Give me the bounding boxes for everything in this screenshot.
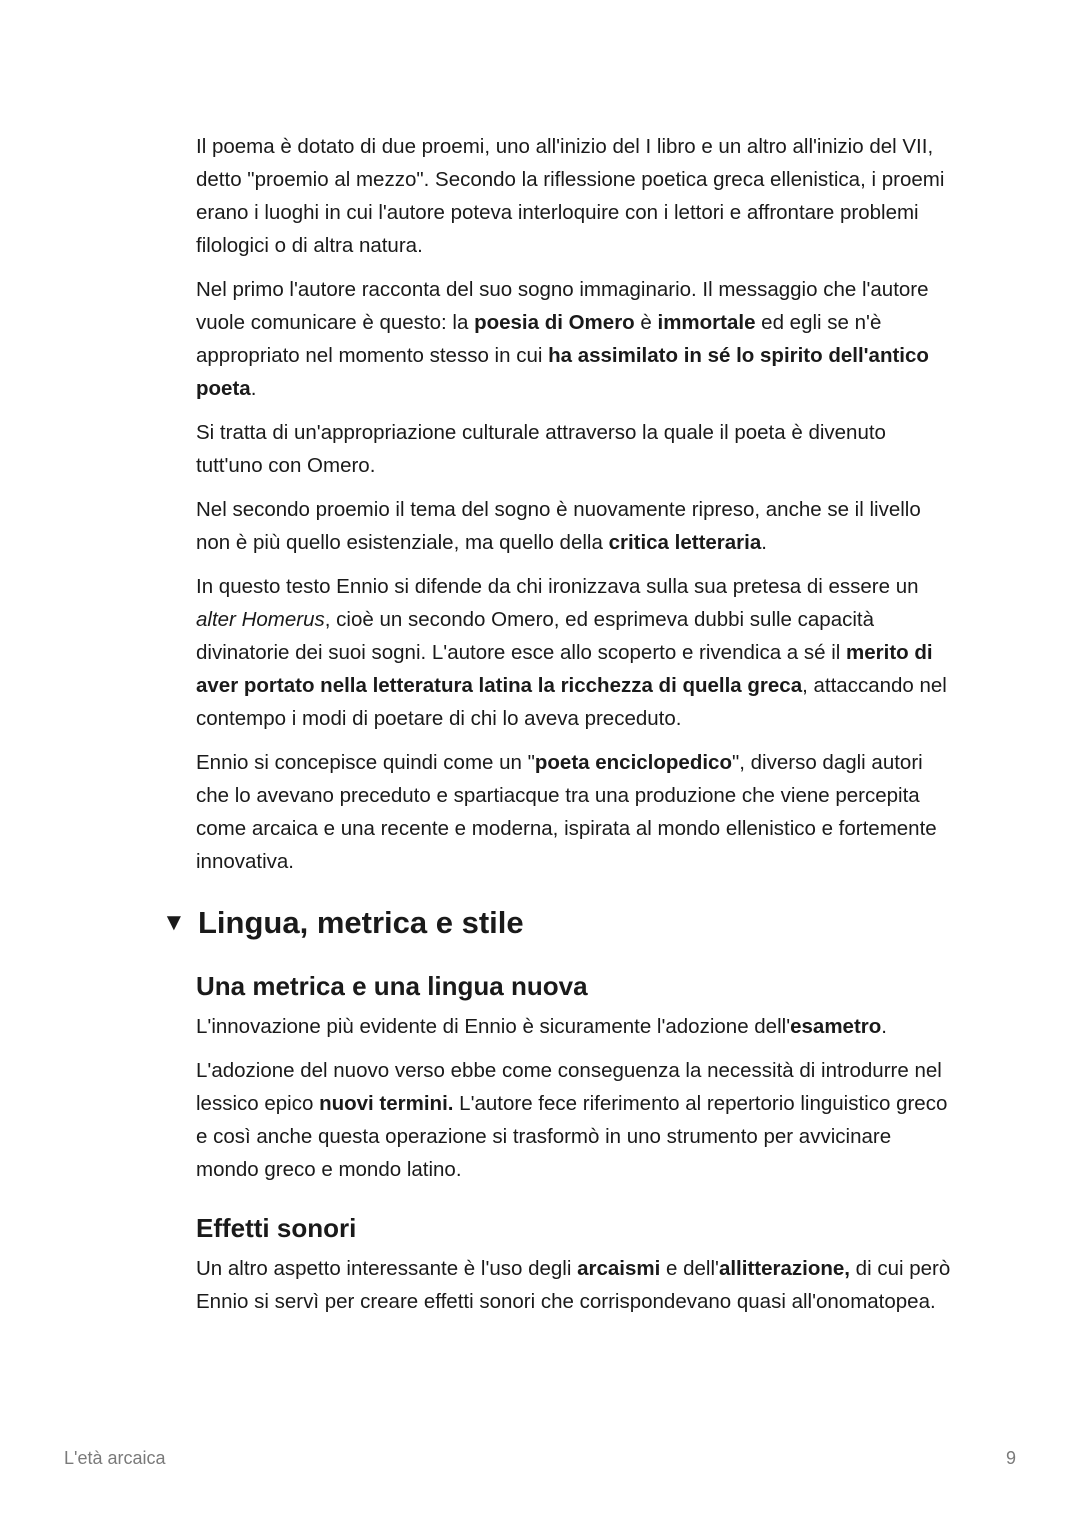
text-run: L'adozione del nuovo verso ebbe come conseguenza la necessità di introdurre nel lessico epico — [196, 1059, 942, 1115]
bold-run: poeta enciclopedico — [534, 751, 732, 774]
text-run: Ennio si concepisce quindi come un " — [196, 751, 535, 774]
bold-run: poesia di Omero — [474, 311, 635, 334]
text-run: . — [881, 1015, 887, 1038]
subheading-effetti-sonori: Effetti sonori — [196, 1213, 357, 1243]
footer-chapter-title: L'età arcaica — [64, 1448, 166, 1468]
paragraph-proemi: Il poema è dotato di due proemi, uno all'inizio del I libro e un altro all'inizio del VII, detto "proemio al mezzo". Secondo la riflessione poetica greca ellenistica, i proemi erano i luoghi in cui l'autore poteva interloquire con i lettori e affrontare problemi filologici o di altra natura. — [196, 135, 945, 257]
italic-run: alter Homerus — [196, 608, 325, 631]
text-run: . — [250, 377, 257, 400]
text-run: In questo testo Ennio si difende da chi ironizzava sulla sua pretesa di essere un — [196, 575, 919, 598]
text-run: , cioè un secondo Omero, ed esprimeva dubbi sulle capacità divinatorie dei suoi sogni. L'autore esce allo scoperto e rivendica a sé il — [196, 608, 875, 664]
text-run: Nel primo l'autore racconta del suo sogno immaginario. Il messaggio che l'autore vuole comunicare è questo: la — [196, 278, 929, 334]
paragraph-primo-proemio — [196, 273, 956, 405]
paragraph-esametro — [196, 1010, 956, 1043]
bold-run: merito di aver portato nella letteratura latina la ricchezza di quella greca — [196, 641, 933, 697]
page-number: 9 — [1005, 1448, 1016, 1468]
section-body — [196, 966, 956, 1329]
bold-run: ha assimilato in sé lo spirito dell'antico poeta — [196, 344, 929, 400]
text-run: Un altro aspetto interessante è l'uso degli — [196, 1257, 578, 1280]
text-run: L'autore fece riferimento al repertorio linguistico greco e così anche questa operazione si trasformò in uno strumento per avvicinare mondo greco e mondo latino. — [196, 1092, 948, 1181]
text-run: e dell' — [660, 1257, 719, 1280]
bold-run: critica letteraria — [608, 531, 762, 554]
bold-run: nuovi termini. — [319, 1092, 454, 1115]
document-body — [196, 130, 956, 889]
paragraph-secondo-proemio — [196, 493, 956, 559]
text-run: , attaccando nel contempo i modi di poetare di chi lo aveva preceduto. — [196, 674, 947, 730]
paragraph-appropriazione: Si tratta di un'appropriazione culturale attraverso la quale il poeta è divenuto tutt'uno con Omero. — [196, 421, 886, 477]
text-run: ", diverso dagli autori che lo avevano preceduto e spartiacque tra una produzione che viene percepita come arcaica e una recente e moderna, ispirata al mondo ellenistico e fortemente innovativa. — [196, 751, 937, 873]
section-title: Lingua, metrica e stile — [198, 905, 524, 940]
subheading-metrica-lingua: Una metrica e una lingua nuova — [196, 971, 588, 1001]
text-run: . — [761, 531, 767, 554]
paragraph-alter-homerus — [196, 570, 956, 735]
paragraph-poeta-enciclopedico — [196, 746, 956, 878]
paragraph-nuovi-termini — [196, 1054, 956, 1186]
bold-run: arcaismi — [577, 1257, 661, 1280]
paragraph-arcaismi — [196, 1252, 956, 1318]
section-heading[interactable] — [162, 902, 524, 944]
text-run: di cui però Ennio si servì per creare effetti sonori che corrispondevano quasi all'onomatopea. — [196, 1257, 951, 1313]
bold-run: immortale — [657, 311, 756, 334]
text-run: Nel secondo proemio il tema del sogno è nuovamente ripreso, anche se il livello non è più quello esistenziale, ma quello della — [196, 498, 921, 554]
text-run: ed egli se n'è appropriato nel momento stesso in cui — [196, 311, 882, 367]
bold-run: esametro — [790, 1015, 882, 1038]
text-run: L'innovazione più evidente di Ennio è sicuramente l'adozione dell' — [196, 1015, 791, 1038]
collapse-toggle-icon[interactable]: ▼ — [162, 909, 186, 936]
text-run: è — [634, 311, 658, 334]
bold-run: allitterazione, — [718, 1257, 850, 1280]
